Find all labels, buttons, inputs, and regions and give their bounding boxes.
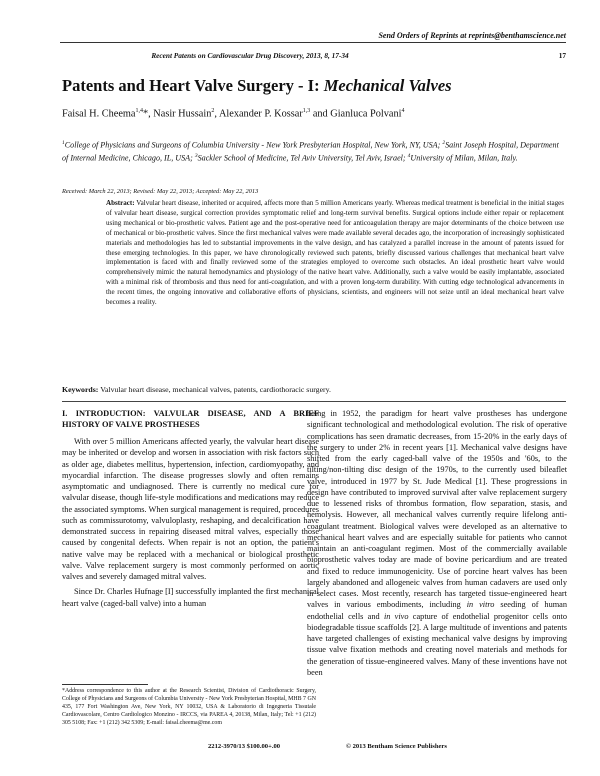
received-dates: Received: March 22, 2013; Revised: May 22, 2013; Accepted: May 22, 2013 — [62, 188, 259, 195]
reprint-notice: Send Orders of Reprints at reprints@benthamscience.net — [378, 31, 566, 40]
affil-1-num: 1 — [62, 140, 65, 146]
italic-term: in vitro — [466, 600, 495, 610]
abstract-text: Valvular heart disease, inherited or acquired, affects more than 5 million Americans yearly. Whereas medical treatment is beneficial in the initial stages of valvular heart disease, surgical correction provides symptomatic relief and long-term survival benefits. Surgical options include either repair or replacement using mechanical or bio-prosthetic valves. Patient age and the post-operative need for anticoagulation therapy are major determinants of the choice between use of mechanical or bio-prosthetic valves. Since the first mechanical valves were made available several decades ago, the incorporation of increasingly sophisticated materials and methodologies has led to substantial improvements in the valve design, and has catalyzed a parallel increase in the amount of patents issued for these emerging technologies. In this paper, we have chronologically reviewed such patents, briefly discussed various challenges that mechanical heart valve implementation is faced with and finally reviewed some of the strategies employed to overcome such obstacles. An ideal prosthetic heart valve would comprehensively mimic the natural hemodynamics and physiology of the native heart valve. Additionally, such a valve would be easily implantable, associated with a minimal risk of thrombosis and thus need for anti-coagulation, and with a proven long-term durability. With cutting edge technological advancements in the recent times, the ongoing innovative and collaborative efforts of physicians, scientists, and engineers will not seize until an ideal mechanical heart valve becomes a reality. — [106, 199, 564, 307]
affil-2: Saint Joseph Hospital, Department of Internal Medicine, Chicago, IL, USA; — [62, 140, 559, 163]
left-column — [62, 408, 319, 609]
title-main: Patents and Heart Valve Surgery - I: — [62, 76, 324, 95]
author-4: and Gianluca Polvani — [310, 108, 402, 120]
correspondence-footnote: *Address correspondence to this author at the Research Scientist, Division of Cardiothoracic Surgery, College of Physicians and Surgeons of Columbia University - New York Presbyterian Hospital, MHB 7 GN 435, 177 Fort Washington Ave, New York, NY 10032, USA & Laboratorio di Ingegneria Tissutale Cardiovascolare, Centro Cardiologico Monzino - IRCCS, via PAREA 4, 20138, Milan, Italy; Tel: +1 (212) 305 5108; Fax: +1 (212) 342 5309; E-mail: faisal.cheema@me.com — [62, 688, 316, 727]
affil-4: University of Milan, Milan, Italy. — [410, 153, 518, 163]
article-title — [62, 76, 452, 96]
author-1-affil: 1,4 — [135, 108, 143, 114]
page-number: 17 — [558, 51, 566, 60]
abstract-label: Abstract: — [106, 199, 135, 207]
paragraph-text: seeding of human endothelial cells and — [307, 600, 568, 621]
journal-citation: Recent Patents on Cardiovascular Drug Discovery, 2013, 8, 17-34 — [151, 51, 349, 60]
author-2: Nasir Hussain — [150, 108, 212, 120]
title-italic: Mechanical Valves — [323, 76, 452, 95]
affiliations — [62, 138, 566, 164]
author-list — [62, 108, 404, 119]
paragraph-text: capture of endothelial progenitor cells onto biodegradable tissue scaffolds [2]. A large multitude of inventions and patents have targeted challenges of existing mechanical valve designs by improving tissue valve fixation methods and creating novel materials and methods for the generation of tissue-engineered valves. Many of these inventions have not been — [307, 611, 567, 677]
author-3-affil: 1,3 — [302, 108, 311, 114]
affil-4-num: 4 — [407, 152, 411, 159]
author-1-mark: *, — [143, 108, 151, 120]
footnote-rule — [62, 684, 148, 685]
keywords-rule — [62, 401, 566, 402]
right-column — [307, 408, 567, 678]
abstract — [106, 199, 564, 308]
keywords-label: Keywords: — [62, 385, 99, 394]
author-3: , Alexander P. Kossar — [214, 108, 303, 120]
affil-3: Sackler School of Medicine, Tel Aviv University, Tel Aviv, Israel; — [197, 153, 408, 163]
paragraph: Since Dr. Charles Hufnage [I] successfully implanted the first mechanical heart valve (caged-ball valve) into a human — [62, 587, 319, 608]
issn-price: 2212-3970/13 $100.00+.00 — [208, 743, 281, 750]
copyright: © 2013 Bentham Science Publishers — [346, 743, 447, 750]
keywords — [62, 385, 566, 395]
section-heading: I. INTRODUCTION: VALVULAR DISEASE, AND A BRIEF HISTORY OF VALVE PROSTHESES — [62, 409, 319, 429]
author-2-affil: 2 — [211, 108, 215, 114]
italic-term: in vivo — [383, 611, 409, 621]
paragraph: With over 5 million Americans affected yearly, the valvular heart disease may be inherited or develop and worsen in association with risk factors such as older age, diabetes mellitus, hypertension, infection, cardiomyopathy, and myocardial infarction. The disease progresses slowly and often remains asymptomatic and undiagnosed. There is currently no medical cure for valvular disease, though life-style modifications and medications may reduce the associated symptoms. When surgical management is required, procedures such as commissurotomy, valvuloplasty, reshaping, and decalcification have demonstrated success in repairing diseased mitral valves, especially those caused by congenital defects. When repair is not an option, the patient's native valve may be replaced with a mechanical or biological prosthetic valve. Valve replacement surgery is most commonly performed on aortic valves and severely damaged mitral valves. — [62, 437, 319, 581]
paragraph-text: being in 1952, the paradigm for heart valve prostheses has undergone significant technological and methodological evolution. The risk of operative complications has seen dramatic decreases, from 15-20% in the early days of the surgery to under 2% in recent years [1]. Mechanical valve designs have shifted from the early caged-ball valve of the 1950s and '60s, to the tilting/non-tilting disc design of the 1970s, to the currently used bileaflet valve, introduced in 1977 by St. Jude Medical [1]. These progressions in design have contributed to improved survival after valve replacement surgery due to lessened risks of thrombus formation, flow separation, stasis, and hemolysis. However, all mechanical valves currently require lifelong anti-coagulant treatment. Biological valves were developed as an alternative to mechanical heart valves and are especially suitable for patients who cannot maintain an anti-coagulant regimen. Most of the commercially available bioprosthetic valves today are made of bovine pericardium and are treated and fixed to reduce immunogenicity. Use of porcine heart valves has been largely abandoned and allogeneic valves from human cadavers are used only in select cases. Most recently, research has targeted tissue-engineered heart valves in various embodiments, including — [307, 409, 567, 610]
affil-3-num: 3 — [194, 152, 198, 159]
keywords-text: Valvular heart disease, mechanical valves, patents, cardiothoracic surgery. — [98, 385, 331, 394]
affil-1: College of Physicians and Surgeons of Columbia University - New York Presbyterian Hospital, New York, NY, USA; — [64, 140, 443, 150]
author-4-affil: 4 — [401, 108, 405, 114]
author-1: Faisal H. Cheema — [62, 108, 136, 120]
affil-2-num: 2 — [442, 140, 446, 146]
paragraph — [307, 408, 567, 678]
header-rule — [60, 42, 566, 43]
